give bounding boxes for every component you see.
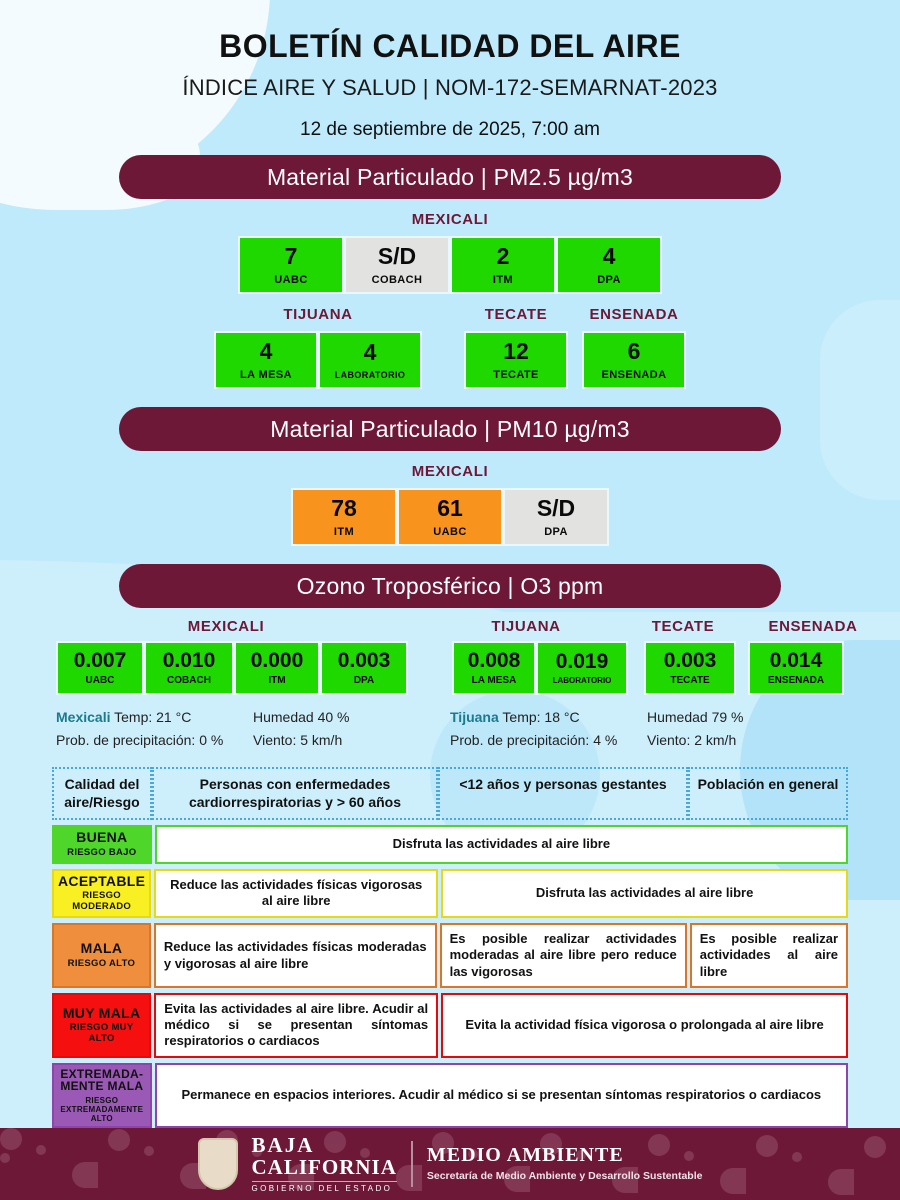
pm10-banner: Material Particulado | PM10 µg/m3: [119, 407, 781, 451]
risk-table-row: [52, 869, 848, 919]
station-name: UABC: [433, 525, 467, 538]
risk-advice-cell: Permanece en espacios interiores. Acudir al médico si se presentan síntomas respiratorios o cardiacos: [155, 1063, 848, 1129]
risk-advice-cell: Es posible realizar actividades al aire libre: [690, 923, 848, 988]
station-value: 7: [284, 242, 298, 269]
weather-summary: [0, 709, 900, 755]
weather-humidity-mexicali: Humedad 40 %: [253, 709, 350, 725]
station-value: S/D: [377, 242, 417, 269]
risk-level-degree: RIESGO ALTO: [67, 957, 136, 969]
ozone-station-name: COBACH: [167, 675, 211, 686]
station-cell: [291, 488, 397, 546]
city-label-tijuana-o3: TIJUANA: [491, 618, 561, 635]
ozone-station-cell: [320, 641, 408, 695]
station-cell: [397, 488, 503, 546]
risk-header-0: Calidad del aire/Riesgo: [52, 767, 152, 820]
risk-advice-cell: Disfruta las actividades al aire libre: [155, 825, 848, 864]
station-name: DPA: [597, 273, 621, 286]
station-name: ENSENADA: [601, 368, 667, 381]
footer-divider: [411, 1141, 413, 1187]
risk-level-degree: RIESGO BAJO: [67, 846, 137, 858]
risk-advice-cell: Evita las actividades al aire libre. Acudir al médico si se presentan síntomas respiratorios o cardiacos: [154, 993, 438, 1058]
station-cell: [344, 236, 450, 294]
ozone-station-name: LABORATORIO: [552, 676, 612, 685]
risk-level-badge: [52, 1063, 152, 1129]
pm10-city-labels: [0, 463, 900, 480]
weather-wind-mexicali: Viento: 5 km/h: [253, 732, 343, 748]
station-cell: [464, 331, 568, 389]
page-subtitle: ÍNDICE AIRE Y SALUD | NOM-172-SEMARNAT-2023: [182, 75, 718, 100]
risk-level-name: EXTREMADA-MENTE MALA: [60, 1066, 144, 1094]
department-name: MEDIO AMBIENTE: [426, 1144, 624, 1167]
ozone-station-cell: [144, 641, 234, 695]
city-label-tecate-o3: TECATE: [651, 618, 715, 635]
station-name: DPA: [544, 525, 568, 538]
ozone-value: 0.019: [555, 650, 609, 673]
risk-level-badge: [52, 993, 151, 1058]
risk-level-badge: [52, 825, 152, 864]
risk-header-1: Personas con enfermedades cardiorrespiratorias y > 60 años: [152, 767, 438, 820]
station-value: 12: [503, 337, 529, 364]
baja-california-crest-icon: [198, 1138, 238, 1190]
state-name-line1: BAJA: [251, 1133, 315, 1158]
station-name: ITM: [492, 273, 514, 286]
risk-table-row: [52, 993, 848, 1058]
station-name: TECATE: [493, 368, 539, 381]
risk-level-badge: [52, 923, 151, 988]
risk-level-name: MUY MALA: [62, 1004, 141, 1021]
risk-table-row: [52, 825, 848, 864]
state-name-line2: CALIFORNIA: [251, 1155, 397, 1180]
station-value: 4: [363, 338, 377, 365]
ozone-station-cell: [234, 641, 320, 695]
station-value: 78: [331, 494, 357, 521]
weather-precip-mexicali: Prob. de precipitación: 0 %: [56, 732, 224, 748]
weather-mexicali-extra: [253, 709, 450, 755]
ozone-value: 0.008: [467, 649, 521, 672]
pm10-row: [0, 488, 900, 546]
risk-advice-cell: Reduce las actividades físicas moderadas y vigorosas al aire libre: [154, 923, 437, 988]
city-label-tecate: TECATE: [484, 306, 548, 323]
station-cell: [238, 236, 344, 294]
station-value: 4: [602, 242, 616, 269]
pm25-row2-city-labels: [0, 306, 900, 323]
pm25-row1-city-labels: [0, 211, 900, 228]
risk-level-degree: RIESGO MUY ALTO: [69, 1022, 134, 1045]
city-label-ensenada: ENSENADA: [589, 306, 679, 323]
department-branding: [427, 1144, 703, 1183]
risk-header-2: <12 años y personas gestantes: [438, 767, 688, 820]
risk-header-3: Población en general: [688, 767, 848, 820]
station-name: LA MESA: [240, 368, 292, 381]
station-cell: [450, 236, 556, 294]
ozone-station-name: LA MESA: [471, 675, 517, 686]
ozone-station-cell: [452, 641, 536, 695]
risk-level-name: BUENA: [76, 829, 128, 845]
station-name: UABC: [274, 273, 308, 286]
weather-mexicali: [56, 709, 253, 755]
station-value: 4: [259, 337, 273, 364]
risk-level-degree: RIESGO EXTREMADAMENTE ALTO: [60, 1095, 144, 1124]
ozone-station-cell: [748, 641, 844, 695]
risk-table-header: [52, 767, 848, 820]
station-cell: [318, 331, 422, 389]
risk-advice-cell: Es posible realizar actividades moderadas al aire libre pero reduce las vigorosas: [440, 923, 687, 988]
city-label-mexicali-o3: MEXICALI: [187, 618, 265, 635]
station-cell: [556, 236, 662, 294]
risk-advice-cell: Reduce las actividades físicas vigorosas al aire libre: [154, 869, 438, 919]
pm25-row1: [0, 236, 900, 294]
risk-table: [52, 767, 848, 1128]
ozone-banner: Ozono Troposférico | O3 ppm: [119, 564, 781, 608]
footer: [0, 1128, 900, 1200]
risk-level-name: ACEPTABLE: [58, 872, 146, 889]
pm25-row2: [0, 331, 900, 389]
weather-tijuana: [450, 709, 647, 755]
weather-temp-mexicali: Temp: 21 °C: [114, 709, 192, 725]
city-label-tijuana: TIJUANA: [283, 306, 353, 323]
ozone-station-cell: [536, 641, 628, 695]
station-value: S/D: [536, 494, 576, 521]
risk-level-degree: RIESGO MODERADO: [72, 890, 132, 913]
weather-wind-tijuana: Viento: 2 km/h: [647, 732, 737, 748]
weather-tijuana-extra: [647, 709, 844, 755]
station-cell: [582, 331, 686, 389]
risk-level-name: MALA: [80, 940, 123, 957]
ozone-station-name: DPA: [353, 675, 375, 686]
station-name: ITM: [333, 525, 355, 538]
weather-city-mexicali: Mexicali: [56, 709, 111, 725]
ozone-station-cell: [644, 641, 736, 695]
weather-precip-tijuana: Prob. de precipitación: 4 %: [450, 732, 618, 748]
city-label-mexicali-pm10: MEXICALI: [411, 463, 489, 480]
station-cell: [214, 331, 318, 389]
city-label-mexicali: MEXICALI: [411, 211, 489, 228]
weather-temp-tijuana: Temp: 18 °C: [502, 709, 580, 725]
ozone-station-cell: [56, 641, 144, 695]
station-value: 61: [437, 494, 463, 521]
ozone-city-labels: [0, 618, 900, 635]
station-name: COBACH: [371, 273, 423, 286]
ozone-station-name: UABC: [85, 675, 115, 686]
station-value: 6: [627, 337, 641, 364]
station-cell: [503, 488, 609, 546]
risk-level-badge: [52, 869, 151, 919]
department-subtitle: Secretaría de Medio Ambiente y Desarrollo Sustentable: [426, 1170, 703, 1183]
ozone-station-name: ITM: [268, 675, 286, 686]
risk-advice-cell: Disfruta las actividades al aire libre: [441, 869, 848, 919]
ozone-row: [0, 641, 900, 695]
ozone-value: 0.003: [663, 649, 717, 672]
city-label-ensenada-o3: ENSENADA: [768, 618, 858, 635]
risk-table-row: [52, 923, 848, 988]
station-value: 2: [496, 242, 510, 269]
station-name: LABORATORIO: [334, 369, 406, 380]
weather-city-tijuana: Tijuana: [450, 709, 499, 725]
risk-table-row: [52, 1063, 848, 1129]
bulletin-date: 12 de septiembre de 2025, 7:00 am: [300, 119, 600, 140]
ozone-station-name: ENSENADA: [767, 675, 825, 686]
state-branding: [252, 1134, 397, 1193]
ozone-value: 0.000: [250, 649, 304, 672]
ozone-value: 0.010: [162, 649, 216, 672]
pm25-banner: Material Particulado | PM2.5 µg/m3: [119, 155, 781, 199]
page-title: BOLETÍN CALIDAD DEL AIRE: [219, 28, 681, 64]
ozone-station-name: TECATE: [670, 675, 710, 686]
ozone-value: 0.007: [73, 649, 127, 672]
ozone-value: 0.014: [769, 649, 823, 672]
ozone-value: 0.003: [337, 649, 391, 672]
weather-humidity-tijuana: Humedad 79 %: [647, 709, 744, 725]
risk-advice-cell: Evita la actividad física vigorosa o prolongada al aire libre: [441, 993, 848, 1058]
state-tagline: GOBIERNO DEL ESTADO: [252, 1181, 397, 1193]
